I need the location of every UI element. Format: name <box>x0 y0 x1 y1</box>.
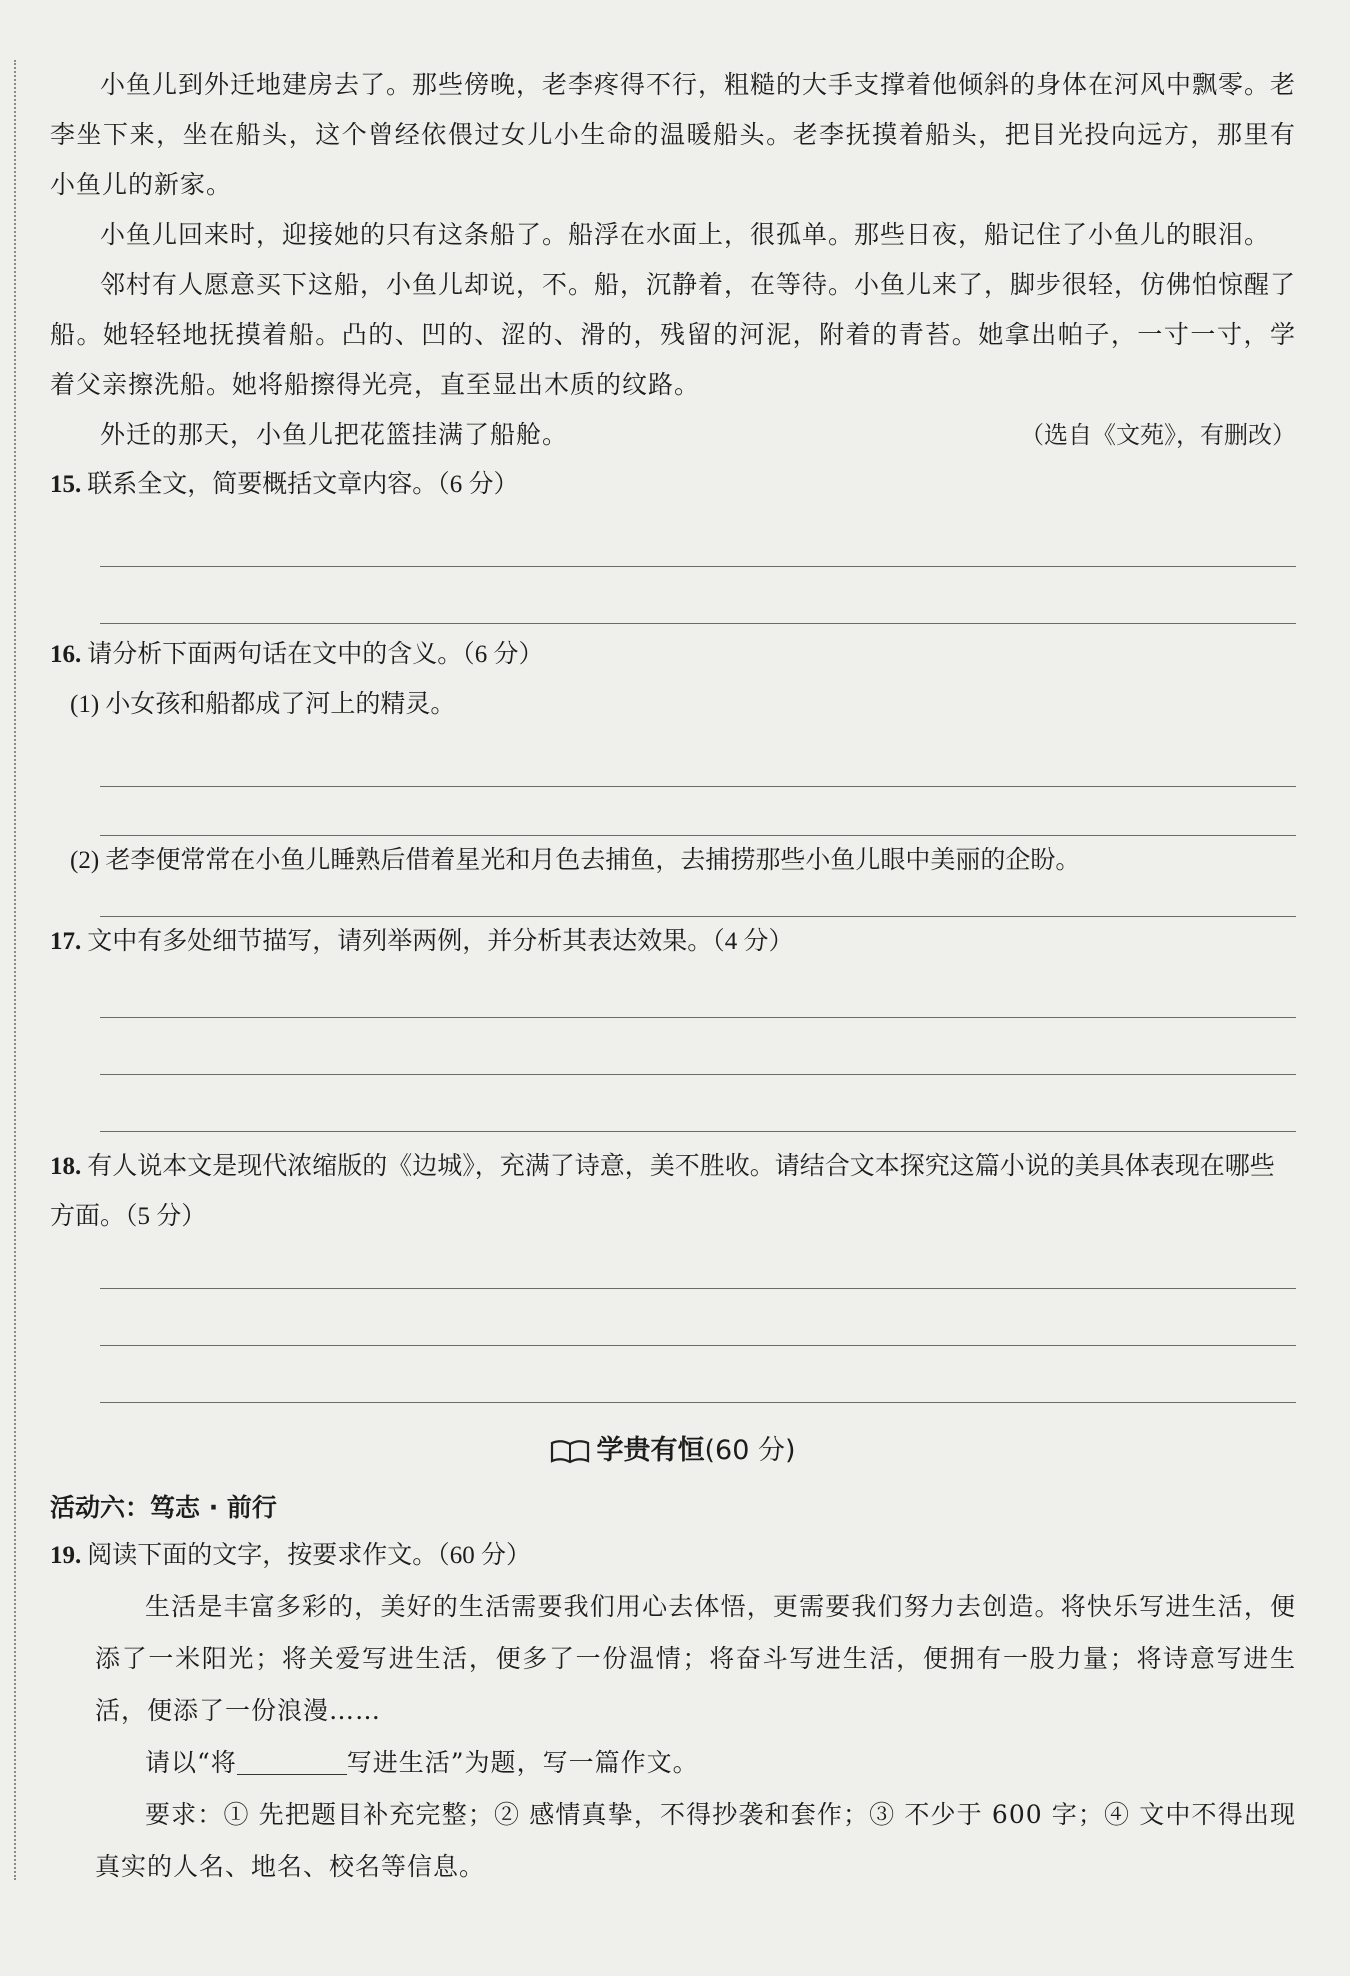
answer-line[interactable] <box>100 1018 1296 1075</box>
section-points: (60 分) <box>704 1435 796 1466</box>
answer-line[interactable] <box>100 1289 1296 1346</box>
question-text: 文中有多处细节描写，请列举两例，并分析其表达效果。（4 分） <box>87 928 794 955</box>
question-16-sub-2: (2) 老李便常常在小鱼儿睡熟后借着星光和月色去捕鱼，去捕捞那些小鱼儿眼中美丽的企盼。 <box>70 847 1081 874</box>
source-citation: （选自《文苑》，有删改） <box>1020 421 1296 449</box>
question-19 <box>50 1531 1296 1581</box>
question-16 <box>50 630 1296 680</box>
title-before: 请以“将 <box>145 1748 237 1777</box>
question-18 <box>50 1142 1296 1242</box>
question-number: 19. <box>50 1542 82 1569</box>
answer-line[interactable] <box>100 787 1296 836</box>
answer-line[interactable] <box>100 510 1296 567</box>
story-paragraph-2: 小鱼儿回来时，迎接她的只有这条船了。船浮在水面上，很孤单。那些日夜，船记住了小鱼儿的眼泪。 <box>100 220 1271 249</box>
question-text: 阅读下面的文字，按要求作文。（60 分） <box>87 1542 532 1569</box>
activity-heading: 活动六：笃志 · 前行 <box>50 1493 277 1522</box>
answer-line[interactable] <box>100 567 1296 624</box>
question-number: 17. <box>50 928 82 955</box>
question-number: 18. <box>50 1153 82 1180</box>
answer-line[interactable] <box>100 886 1296 917</box>
binding-margin-line <box>14 60 17 1880</box>
question-text: 有人说本文是现代浓缩版的《边城》，充满了诗意，美不胜收。请结合文本探究这篇小说的美具体表现在哪些方面。（5 分） <box>50 1153 1275 1230</box>
question-17 <box>50 917 1296 967</box>
story-paragraph-3: 邻村有人愿意买下这船，小鱼儿却说，不。船，沉静着，在等待。小鱼儿来了，脚步很轻，仿佛怕惊醒了船。她轻轻地抚摸着船。凸的、凹的、涩的、滑的，残留的河泥，附着的青苔。她拿出帕子，一寸一寸，学着父亲擦洗船。她将船擦得光亮，直至显出木质的纹路。 <box>50 270 1297 399</box>
answer-line[interactable] <box>100 967 1296 1018</box>
section-title: 学贵有恒 <box>596 1435 705 1466</box>
question-number: 15. <box>50 471 82 498</box>
question-16-sub-1: (1) 小女孩和船都成了河上的精灵。 <box>70 691 456 718</box>
title-blank[interactable] <box>237 1746 347 1775</box>
book-icon <box>550 1429 590 1485</box>
writing-title-instruction <box>95 1737 1296 1789</box>
answer-line[interactable] <box>100 730 1296 787</box>
page-content <box>50 60 1296 1893</box>
story-paragraph-4: 外迁的那天，小鱼儿把花篮挂满了船舱。 <box>100 420 569 449</box>
answer-line[interactable] <box>100 1346 1296 1403</box>
answer-line[interactable] <box>100 1242 1296 1289</box>
title-after: 写进生活”为题，写一篇作文。 <box>346 1748 699 1777</box>
question-text: 联系全文，简要概括文章内容。（6 分） <box>87 471 519 498</box>
question-15 <box>50 460 1296 510</box>
question-number: 16. <box>50 641 82 668</box>
story-ending-line <box>50 410 1296 460</box>
writing-prompt: 生活是丰富多彩的，美好的生活需要我们用心去体悟，更需要我们努力去创造。将快乐写进生活，便添了一米阳光；将关爱写进生活，便多了一份温情；将奋斗写进生活，便拥有一股力量；将诗意写进生活，便添了一份浪漫…… <box>95 1592 1296 1725</box>
writing-requirements: 要求：① 先把题目补充完整；② 感情真挚，不得抄袭和套作；③ 不少于 600 字；④ 文中不得出现真实的人名、地名、校名等信息。 <box>95 1800 1296 1881</box>
section-heading <box>50 1423 1296 1485</box>
answer-line[interactable] <box>100 1075 1296 1132</box>
story-paragraph-1: 小鱼儿到外迁地建房去了。那些傍晚，老李疼得不行，粗糙的大手支撑着他倾斜的身体在河风中飘零。老李坐下来，坐在船头，这个曾经依偎过女儿小生命的温暖船头。老李抚摸着船头，把目光投向远方，那里有小鱼儿的新家。 <box>50 70 1297 199</box>
question-text: 请分析下面两句话在文中的含义。（6 分） <box>87 641 544 668</box>
